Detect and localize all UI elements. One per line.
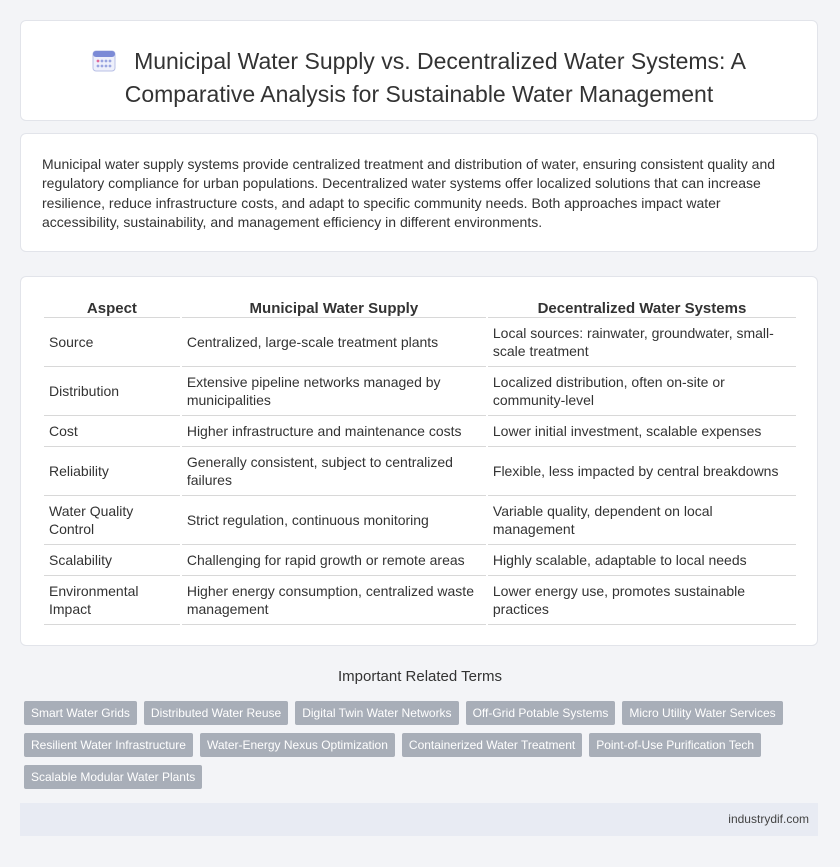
footer-site-link[interactable]: industrydif.com: [728, 812, 809, 826]
row-decentralized: Local sources: rainwater, groundwater, small-scale treatment: [488, 318, 796, 367]
footer-bar: [20, 803, 818, 836]
table-row: [44, 496, 796, 545]
row-decentralized: Variable quality, dependent on local management: [488, 496, 796, 545]
term-tag[interactable]: Micro Utility Water Services: [622, 701, 782, 725]
title-line-2: Comparative Analysis for Sustainable Water Management: [124, 81, 714, 107]
header-municipal: Municipal Water Supply: [182, 296, 486, 318]
comparison-table: [42, 296, 798, 625]
page-title: [21, 47, 817, 109]
table-row: [44, 576, 796, 625]
intro-paragraph: Municipal water supply systems provide centralized treatment and distribution of water, ensuring consistent quality and regulatory compliance for urban populations. Decentralized water systems offer localized solutions that can increase resilience, reduce infrastructure costs, and adapt to specific community needs. Both approaches impact water accessibility, sustainability, and management efficiency in different environments.: [42, 156, 776, 230]
row-municipal: Generally consistent, subject to centralized failures: [182, 447, 486, 496]
table-row: [44, 416, 796, 447]
title-line-1: Municipal Water Supply vs. Decentralized Water Systems: A: [134, 48, 746, 74]
row-decentralized: Lower energy use, promotes sustainable practices: [488, 576, 796, 625]
row-aspect: Distribution: [44, 367, 180, 416]
related-terms-heading: Important Related Terms: [338, 668, 502, 685]
term-tag[interactable]: Off-Grid Potable Systems: [466, 701, 616, 725]
term-tag[interactable]: Distributed Water Reuse: [144, 701, 288, 725]
row-decentralized: Flexible, less impacted by central breakdowns: [488, 447, 796, 496]
term-tag[interactable]: Digital Twin Water Networks: [295, 701, 458, 725]
term-tag[interactable]: Containerized Water Treatment: [402, 733, 582, 757]
row-decentralized: Lower initial investment, scalable expenses: [488, 416, 796, 447]
row-aspect: Reliability: [44, 447, 180, 496]
row-aspect: Source: [44, 318, 180, 367]
row-municipal: Extensive pipeline networks managed by municipalities: [182, 367, 486, 416]
row-aspect: Scalability: [44, 545, 180, 576]
row-municipal: Higher energy consumption, centralized waste management: [182, 576, 486, 625]
table-row: [44, 318, 796, 367]
related-terms-list: [24, 701, 794, 789]
table-row: [44, 545, 796, 576]
row-aspect: Water Quality Control: [44, 496, 180, 545]
term-tag[interactable]: Point-of-Use Purification Tech: [589, 733, 761, 757]
title-card: [20, 20, 818, 121]
term-tag[interactable]: Resilient Water Infrastructure: [24, 733, 193, 757]
row-aspect: Environmental Impact: [44, 576, 180, 625]
row-municipal: Higher infrastructure and maintenance costs: [182, 416, 486, 447]
row-municipal: Challenging for rapid growth or remote areas: [182, 545, 486, 576]
row-decentralized: Localized distribution, often on-site or community-level: [488, 367, 796, 416]
comparison-card: [20, 276, 818, 646]
calendar-icon: [92, 49, 116, 80]
term-tag[interactable]: Smart Water Grids: [24, 701, 137, 725]
header-aspect: Aspect: [44, 296, 180, 318]
intro-card: [20, 133, 818, 252]
term-tag[interactable]: Scalable Modular Water Plants: [24, 765, 202, 789]
table-row: [44, 447, 796, 496]
row-municipal: Centralized, large-scale treatment plants: [182, 318, 486, 367]
header-decentralized: Decentralized Water Systems: [488, 296, 796, 318]
row-aspect: Cost: [44, 416, 180, 447]
row-decentralized: Highly scalable, adaptable to local needs: [488, 545, 796, 576]
row-municipal: Strict regulation, continuous monitoring: [182, 496, 486, 545]
table-header-row: [44, 296, 796, 318]
term-tag[interactable]: Water-Energy Nexus Optimization: [200, 733, 395, 757]
table-row: [44, 367, 796, 416]
